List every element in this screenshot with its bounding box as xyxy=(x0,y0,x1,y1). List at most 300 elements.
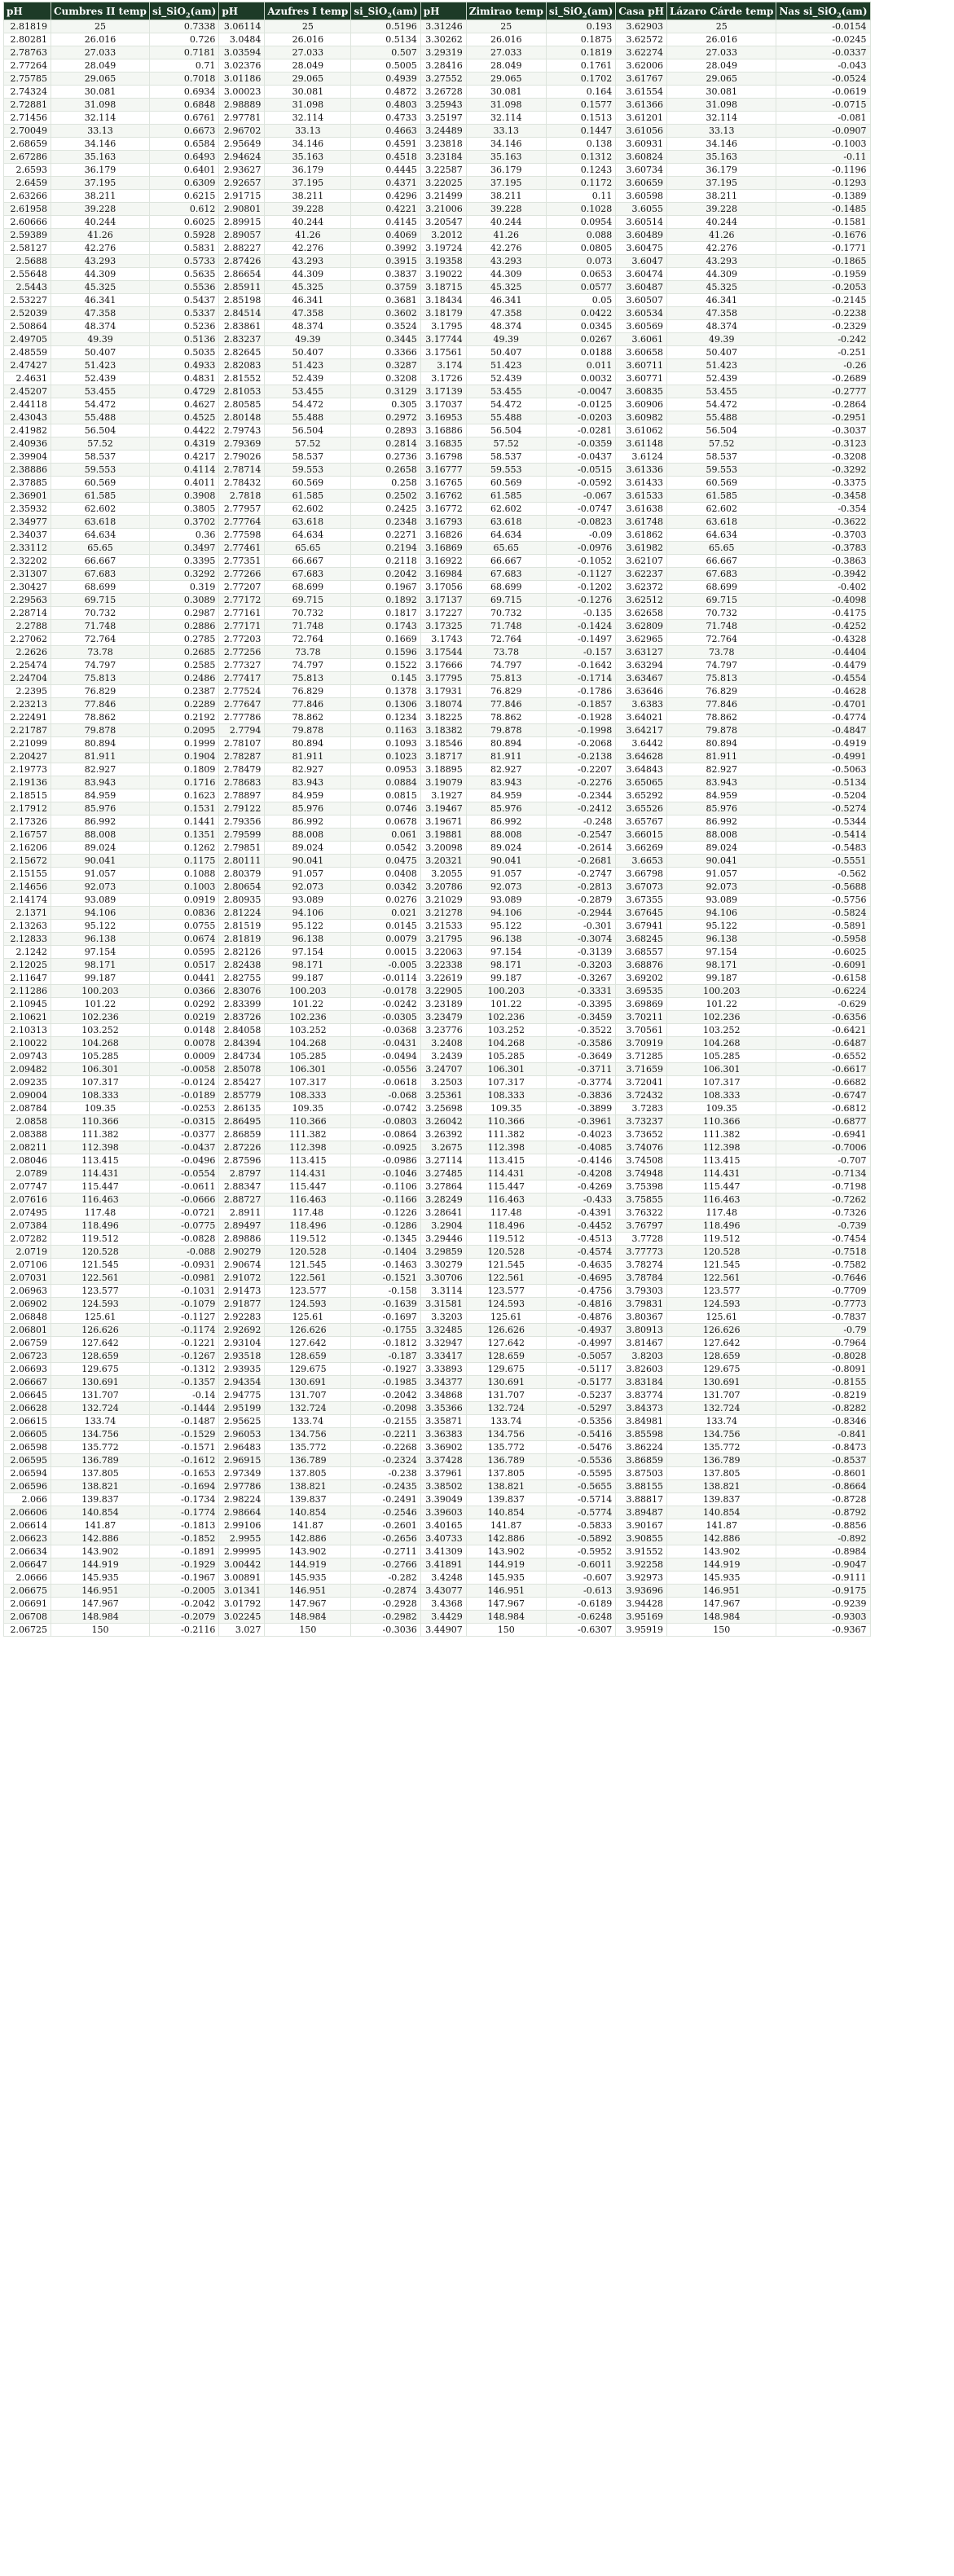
table-cell: 147.967 xyxy=(265,1598,351,1611)
table-cell: 31.098 xyxy=(265,99,351,112)
table-cell: 0.4591 xyxy=(351,138,420,151)
table-cell: -0.1865 xyxy=(776,255,870,268)
table-row xyxy=(4,138,871,151)
table-cell: 3.17931 xyxy=(420,685,466,698)
table-cell: 2.79599 xyxy=(219,829,265,842)
table-cell: 56.504 xyxy=(265,424,351,437)
table-cell: 3.2675 xyxy=(420,1141,466,1154)
table-cell: 3.60982 xyxy=(616,411,667,424)
table-cell: 25 xyxy=(466,20,546,33)
table-cell: 52.439 xyxy=(265,372,351,385)
table-row xyxy=(4,1272,871,1285)
table-cell: 62.602 xyxy=(466,503,546,516)
table-cell: 3.23776 xyxy=(420,1024,466,1037)
table-cell: 58.537 xyxy=(265,451,351,464)
table-cell: 2.7794 xyxy=(219,724,265,737)
table-cell: 0.0475 xyxy=(351,855,420,868)
table-cell: -0.0154 xyxy=(776,20,870,33)
table-cell: 34.146 xyxy=(51,138,150,151)
column-header-label: pH xyxy=(423,5,440,17)
table-cell: 2.08784 xyxy=(4,1102,51,1115)
table-cell: 0.3805 xyxy=(149,503,218,516)
table-cell: 2.81819 xyxy=(4,20,51,33)
table-cell: 129.675 xyxy=(667,1363,776,1376)
table-cell: 2.12833 xyxy=(4,933,51,946)
table-cell: -0.1276 xyxy=(546,594,615,607)
table-cell: 2.97781 xyxy=(219,112,265,125)
table-cell: 2.09743 xyxy=(4,1050,51,1063)
table-cell: 79.878 xyxy=(51,724,150,737)
table-cell: 107.317 xyxy=(466,1076,546,1089)
table-cell: 143.902 xyxy=(51,1545,150,1558)
table-cell: 0.5236 xyxy=(149,320,218,333)
table-cell: 2.86859 xyxy=(219,1128,265,1141)
table-cell: 120.528 xyxy=(667,1246,776,1259)
table-cell: 2.78683 xyxy=(219,776,265,789)
table-cell: -0.3458 xyxy=(776,490,870,503)
table-cell: 2.77256 xyxy=(219,646,265,659)
table-cell: 2.06606 xyxy=(4,1506,51,1519)
table-cell: 2.06628 xyxy=(4,1402,51,1415)
column-header[interactable] xyxy=(265,2,351,20)
table-cell: 2.0789 xyxy=(4,1167,51,1180)
table-cell: -0.7198 xyxy=(776,1180,870,1193)
table-cell: 40.244 xyxy=(667,216,776,229)
table-cell: 44.309 xyxy=(51,268,150,281)
table-cell: 82.927 xyxy=(265,763,351,776)
table-row xyxy=(4,1089,871,1102)
table-cell: 96.138 xyxy=(265,933,351,946)
table-row xyxy=(4,1389,871,1402)
table-cell: 92.073 xyxy=(466,881,546,894)
table-cell: 0.0577 xyxy=(546,281,615,294)
table-cell: 2.0719 xyxy=(4,1246,51,1259)
table-cell: 3.18895 xyxy=(420,763,466,776)
table-cell: 131.707 xyxy=(265,1389,351,1402)
table-cell: 2.24704 xyxy=(4,672,51,685)
table-cell: 46.341 xyxy=(51,294,150,307)
table-cell: 2.85198 xyxy=(219,294,265,307)
table-cell: 2.34977 xyxy=(4,516,51,529)
table-cell: 2.06759 xyxy=(4,1337,51,1350)
table-cell: 32.114 xyxy=(51,112,150,125)
table-cell: -0.79 xyxy=(776,1324,870,1337)
table-cell: 77.846 xyxy=(667,698,776,711)
table-cell: 3.0484 xyxy=(219,33,265,46)
table-row xyxy=(4,594,871,607)
table-cell: 2.90801 xyxy=(219,203,265,216)
table-cell: 3.87503 xyxy=(616,1467,667,1480)
table-cell: 0.1088 xyxy=(149,868,218,881)
table-cell: -0.282 xyxy=(351,1572,420,1585)
table-cell: 3.21795 xyxy=(420,933,466,946)
table-cell: 118.496 xyxy=(265,1220,351,1233)
table-cell: 3.28416 xyxy=(420,59,466,73)
table-cell: -0.2042 xyxy=(149,1598,218,1611)
table-cell: 3.60569 xyxy=(616,320,667,333)
table-row xyxy=(4,372,871,385)
table-cell: -0.2211 xyxy=(351,1428,420,1441)
table-cell: 0.6848 xyxy=(149,99,218,112)
table-cell: -0.1786 xyxy=(546,685,615,698)
table-cell: 0.0366 xyxy=(149,985,218,998)
table-cell: 145.935 xyxy=(667,1572,776,1585)
table-cell: 3.88155 xyxy=(616,1480,667,1493)
table-cell: 124.593 xyxy=(51,1298,150,1311)
table-cell: 0.0517 xyxy=(149,959,218,972)
table-cell: 84.959 xyxy=(466,789,546,802)
table-cell: 69.715 xyxy=(265,594,351,607)
table-cell: 2.98664 xyxy=(219,1506,265,1519)
table-cell: 3.61366 xyxy=(616,99,667,112)
table-cell: 107.317 xyxy=(51,1076,150,1089)
table-cell: 37.195 xyxy=(466,177,546,190)
table-cell: 2.29563 xyxy=(4,594,51,607)
table-cell: 139.837 xyxy=(51,1493,150,1506)
table-cell: 116.463 xyxy=(667,1193,776,1207)
table-cell: -0.0437 xyxy=(149,1141,218,1154)
table-cell: -0.3774 xyxy=(546,1076,615,1089)
table-cell: 3.68876 xyxy=(616,959,667,972)
table-cell: 73.78 xyxy=(51,646,150,659)
table-cell: 2.91473 xyxy=(219,1285,265,1298)
table-cell: 139.837 xyxy=(667,1493,776,1506)
table-cell: 3.37428 xyxy=(420,1454,466,1467)
table-cell: 83.943 xyxy=(265,776,351,789)
column-header[interactable] xyxy=(351,2,420,20)
table-cell: 2.84394 xyxy=(219,1037,265,1050)
table-cell: 51.423 xyxy=(667,359,776,372)
table-cell: 103.252 xyxy=(265,1024,351,1037)
table-cell: 2.28714 xyxy=(4,607,51,620)
table-cell: 2.77171 xyxy=(219,620,265,633)
table-cell: 3.31581 xyxy=(420,1298,466,1311)
table-cell: 0.145 xyxy=(351,672,420,685)
table-cell: 2.6593 xyxy=(4,164,51,177)
table-cell: 0.1809 xyxy=(149,763,218,776)
table-cell: -0.251 xyxy=(776,346,870,359)
table-cell: 96.138 xyxy=(51,933,150,946)
table-row xyxy=(4,424,871,437)
table-cell: 91.057 xyxy=(466,868,546,881)
table-cell: 43.293 xyxy=(466,255,546,268)
table-cell: 78.862 xyxy=(466,711,546,724)
table-cell: 125.61 xyxy=(265,1311,351,1324)
table-row xyxy=(4,633,871,646)
table-cell: 3.34377 xyxy=(420,1376,466,1389)
table-row xyxy=(4,464,871,477)
table-cell: 3.4368 xyxy=(420,1598,466,1611)
table-cell: -0.4701 xyxy=(776,698,870,711)
table-cell: 150 xyxy=(466,1624,546,1637)
table-cell: -0.2344 xyxy=(546,789,615,802)
table-cell: 2.06963 xyxy=(4,1285,51,1298)
table-cell: -0.0114 xyxy=(351,972,420,985)
table-cell: -0.3863 xyxy=(776,555,870,568)
table-cell: 100.203 xyxy=(466,985,546,998)
table-cell: 71.748 xyxy=(466,620,546,633)
table-cell: 69.715 xyxy=(51,594,150,607)
table-cell: -0.4208 xyxy=(546,1167,615,1180)
table-cell: 3.62237 xyxy=(616,568,667,581)
table-cell: 117.48 xyxy=(51,1207,150,1220)
table-cell: 2.08388 xyxy=(4,1128,51,1141)
table-cell: 3.27552 xyxy=(420,73,466,86)
table-cell: 2.94775 xyxy=(219,1389,265,1402)
table-cell: 3.17056 xyxy=(420,581,466,594)
table-cell: 3.174 xyxy=(420,359,466,372)
table-cell: 3.61982 xyxy=(616,542,667,555)
table-cell: -0.4098 xyxy=(776,594,870,607)
table-cell: 106.301 xyxy=(667,1063,776,1076)
table-cell: -0.1771 xyxy=(776,242,870,255)
table-cell: 27.033 xyxy=(667,46,776,59)
table-cell: 96.138 xyxy=(466,933,546,946)
column-header[interactable] xyxy=(51,2,150,20)
table-cell: 3.60598 xyxy=(616,190,667,203)
table-cell: -0.5536 xyxy=(546,1454,615,1467)
table-cell: 78.862 xyxy=(667,711,776,724)
table-cell: 67.683 xyxy=(466,568,546,581)
column-header[interactable] xyxy=(4,2,51,20)
table-cell: -0.354 xyxy=(776,503,870,516)
table-cell: 0.1761 xyxy=(546,59,615,73)
table-cell: -0.0592 xyxy=(546,477,615,490)
table-cell: -0.4937 xyxy=(546,1324,615,1337)
table-cell: 2.15672 xyxy=(4,855,51,868)
table-cell: 132.724 xyxy=(466,1402,546,1415)
table-cell: -0.7646 xyxy=(776,1272,870,1285)
table-cell: -0.6487 xyxy=(776,1037,870,1050)
table-cell: 93.089 xyxy=(667,894,776,907)
table-cell: 2.36901 xyxy=(4,490,51,503)
table-cell: -0.1485 xyxy=(776,203,870,216)
table-cell: 2.06902 xyxy=(4,1298,51,1311)
column-header-label: pH xyxy=(7,5,23,17)
table-cell: 3.62372 xyxy=(616,581,667,594)
column-header[interactable] xyxy=(149,2,218,20)
table-cell: 0.1306 xyxy=(351,698,420,711)
table-cell: -0.005 xyxy=(351,959,420,972)
table-cell: 77.846 xyxy=(265,698,351,711)
table-cell: 2.31307 xyxy=(4,568,51,581)
table-cell: 77.846 xyxy=(466,698,546,711)
column-header[interactable] xyxy=(616,2,667,20)
table-cell: 57.52 xyxy=(265,437,351,451)
column-header[interactable] xyxy=(466,2,546,20)
table-cell: 2.09004 xyxy=(4,1089,51,1102)
table-cell: 0.6673 xyxy=(149,125,218,138)
table-cell: 2.2395 xyxy=(4,685,51,698)
table-cell: 103.252 xyxy=(466,1024,546,1037)
table-cell: -0.2689 xyxy=(776,372,870,385)
table-cell: 143.902 xyxy=(466,1545,546,1558)
table-cell: 0.2785 xyxy=(149,633,218,646)
table-cell: 99.187 xyxy=(51,972,150,985)
table-cell: 72.764 xyxy=(466,633,546,646)
table-cell: 3.00891 xyxy=(219,1572,265,1585)
table-cell: 148.984 xyxy=(466,1611,546,1624)
table-cell: 3.92973 xyxy=(616,1572,667,1585)
table-cell: 2.77957 xyxy=(219,503,265,516)
table-cell: 2.84058 xyxy=(219,1024,265,1037)
table-cell: 2.2626 xyxy=(4,646,51,659)
table-cell: 3.32947 xyxy=(420,1337,466,1350)
table-cell: -0.0189 xyxy=(149,1089,218,1102)
table-cell: 41.26 xyxy=(51,229,150,242)
table-cell: 0.4296 xyxy=(351,190,420,203)
table-cell: 30.081 xyxy=(667,86,776,99)
table-cell: -0.739 xyxy=(776,1220,870,1233)
column-header[interactable] xyxy=(420,2,466,20)
table-cell: 33.13 xyxy=(265,125,351,138)
table-cell: 0.1531 xyxy=(149,802,218,815)
table-cell: 2.79743 xyxy=(219,424,265,437)
table-cell: 3.86224 xyxy=(616,1441,667,1454)
column-header-label: si_SiO xyxy=(548,5,583,17)
column-header[interactable] xyxy=(219,2,265,20)
table-cell: 3.43077 xyxy=(420,1585,466,1598)
table-cell: -0.9047 xyxy=(776,1558,870,1572)
table-cell: -0.2324 xyxy=(351,1454,420,1467)
table-cell: 0.4445 xyxy=(351,164,420,177)
table-cell: 99.187 xyxy=(265,972,351,985)
table-cell: 3.30706 xyxy=(420,1272,466,1285)
table-cell: 108.333 xyxy=(667,1089,776,1102)
table-cell: 67.683 xyxy=(265,568,351,581)
table-cell: -0.0986 xyxy=(351,1154,420,1167)
column-header[interactable] xyxy=(667,2,776,20)
table-cell: -0.2747 xyxy=(546,868,615,881)
table-cell: 114.431 xyxy=(667,1167,776,1180)
table-cell: 0.164 xyxy=(546,86,615,99)
table-cell: 3.17795 xyxy=(420,672,466,685)
table-cell: 39.228 xyxy=(51,203,150,216)
table-cell: 3.72432 xyxy=(616,1089,667,1102)
table-cell: 106.301 xyxy=(265,1063,351,1076)
table-cell: 147.967 xyxy=(667,1598,776,1611)
table-cell: -0.4391 xyxy=(546,1207,615,1220)
table-cell: -0.4252 xyxy=(776,620,870,633)
table-cell: 58.537 xyxy=(51,451,150,464)
table-row xyxy=(4,763,871,776)
data-table xyxy=(3,2,871,1637)
table-cell: 3.69202 xyxy=(616,972,667,985)
table-cell: 2.77647 xyxy=(219,698,265,711)
table-cell: 2.86495 xyxy=(219,1115,265,1128)
table-cell: 2.06645 xyxy=(4,1389,51,1402)
table-cell: 28.049 xyxy=(667,59,776,73)
table-cell: -0.9303 xyxy=(776,1611,870,1624)
table-cell: 143.902 xyxy=(265,1545,351,1558)
table-cell: 2.07747 xyxy=(4,1180,51,1193)
table-cell: 3.78784 xyxy=(616,1272,667,1285)
table-cell: 2.06615 xyxy=(4,1415,51,1428)
table-row xyxy=(4,151,871,164)
table-row xyxy=(4,1572,871,1585)
table-cell: 0.4831 xyxy=(149,372,218,385)
column-header[interactable] xyxy=(546,2,615,20)
table-cell: 2.80379 xyxy=(219,868,265,881)
table-cell: 54.472 xyxy=(667,398,776,411)
table-cell: -0.081 xyxy=(776,112,870,125)
table-cell: 137.805 xyxy=(51,1467,150,1480)
table-cell: 62.602 xyxy=(265,503,351,516)
table-cell: -0.562 xyxy=(776,868,870,881)
table-cell: 0.5831 xyxy=(149,242,218,255)
table-cell: 60.569 xyxy=(265,477,351,490)
table-cell: 142.886 xyxy=(667,1532,776,1545)
table-cell: 140.854 xyxy=(265,1506,351,1519)
table-cell: -0.0925 xyxy=(351,1141,420,1154)
table-cell: -0.0618 xyxy=(351,1076,420,1089)
table-cell: 0.2893 xyxy=(351,424,420,437)
table-cell: 0.0954 xyxy=(546,216,615,229)
table-cell: 0.319 xyxy=(149,581,218,594)
table-cell: -0.2068 xyxy=(546,737,615,750)
table-cell: 108.333 xyxy=(265,1089,351,1102)
table-cell: 107.317 xyxy=(667,1076,776,1089)
table-row xyxy=(4,698,871,711)
table-cell: 2.93518 xyxy=(219,1350,265,1363)
table-cell: 97.154 xyxy=(667,946,776,959)
table-row xyxy=(4,815,871,829)
table-cell: 3.24489 xyxy=(420,125,466,138)
table-cell: -0.2766 xyxy=(351,1558,420,1572)
table-cell: 3.16835 xyxy=(420,437,466,451)
table-cell: -0.2656 xyxy=(351,1532,420,1545)
table-cell: 148.984 xyxy=(51,1611,150,1624)
table-cell: 122.561 xyxy=(51,1272,150,1285)
table-cell: 2.80281 xyxy=(4,33,51,46)
table-cell: 0.0145 xyxy=(351,920,420,933)
table-cell: -0.1755 xyxy=(351,1324,420,1337)
table-cell: 2.82645 xyxy=(219,346,265,359)
table-cell: 56.504 xyxy=(51,424,150,437)
table-cell: 3.1795 xyxy=(420,320,466,333)
table-cell: 3.65526 xyxy=(616,802,667,815)
table-cell: 3.41309 xyxy=(420,1545,466,1558)
table-cell: 2.85911 xyxy=(219,281,265,294)
table-cell: 0.0219 xyxy=(149,1011,218,1024)
table-row xyxy=(4,1180,871,1193)
table-cell: 2.06598 xyxy=(4,1441,51,1454)
table-cell: 2.34037 xyxy=(4,529,51,542)
table-cell: -0.8984 xyxy=(776,1545,870,1558)
table-cell: 69.715 xyxy=(466,594,546,607)
table-cell: 2.61958 xyxy=(4,203,51,216)
table-cell: -0.3123 xyxy=(776,437,870,451)
table-cell: 2.11286 xyxy=(4,985,51,998)
table-cell: -0.1487 xyxy=(149,1415,218,1428)
table-cell: 105.285 xyxy=(466,1050,546,1063)
table-cell: 95.122 xyxy=(667,920,776,933)
table-cell: 2.0666 xyxy=(4,1572,51,1585)
table-cell: -0.5892 xyxy=(546,1532,615,1545)
table-cell: 111.382 xyxy=(265,1128,351,1141)
table-cell: 112.398 xyxy=(51,1141,150,1154)
table-cell: 29.065 xyxy=(466,73,546,86)
table-cell: 104.268 xyxy=(265,1037,351,1050)
table-row xyxy=(4,620,871,633)
column-header[interactable] xyxy=(776,2,870,20)
table-cell: -0.0337 xyxy=(776,46,870,59)
column-header-subscript: 2 xyxy=(185,10,191,19)
table-cell: 150 xyxy=(265,1624,351,1637)
table-cell: 68.699 xyxy=(265,581,351,594)
table-cell: 124.593 xyxy=(667,1298,776,1311)
table-cell: 141.87 xyxy=(51,1519,150,1532)
